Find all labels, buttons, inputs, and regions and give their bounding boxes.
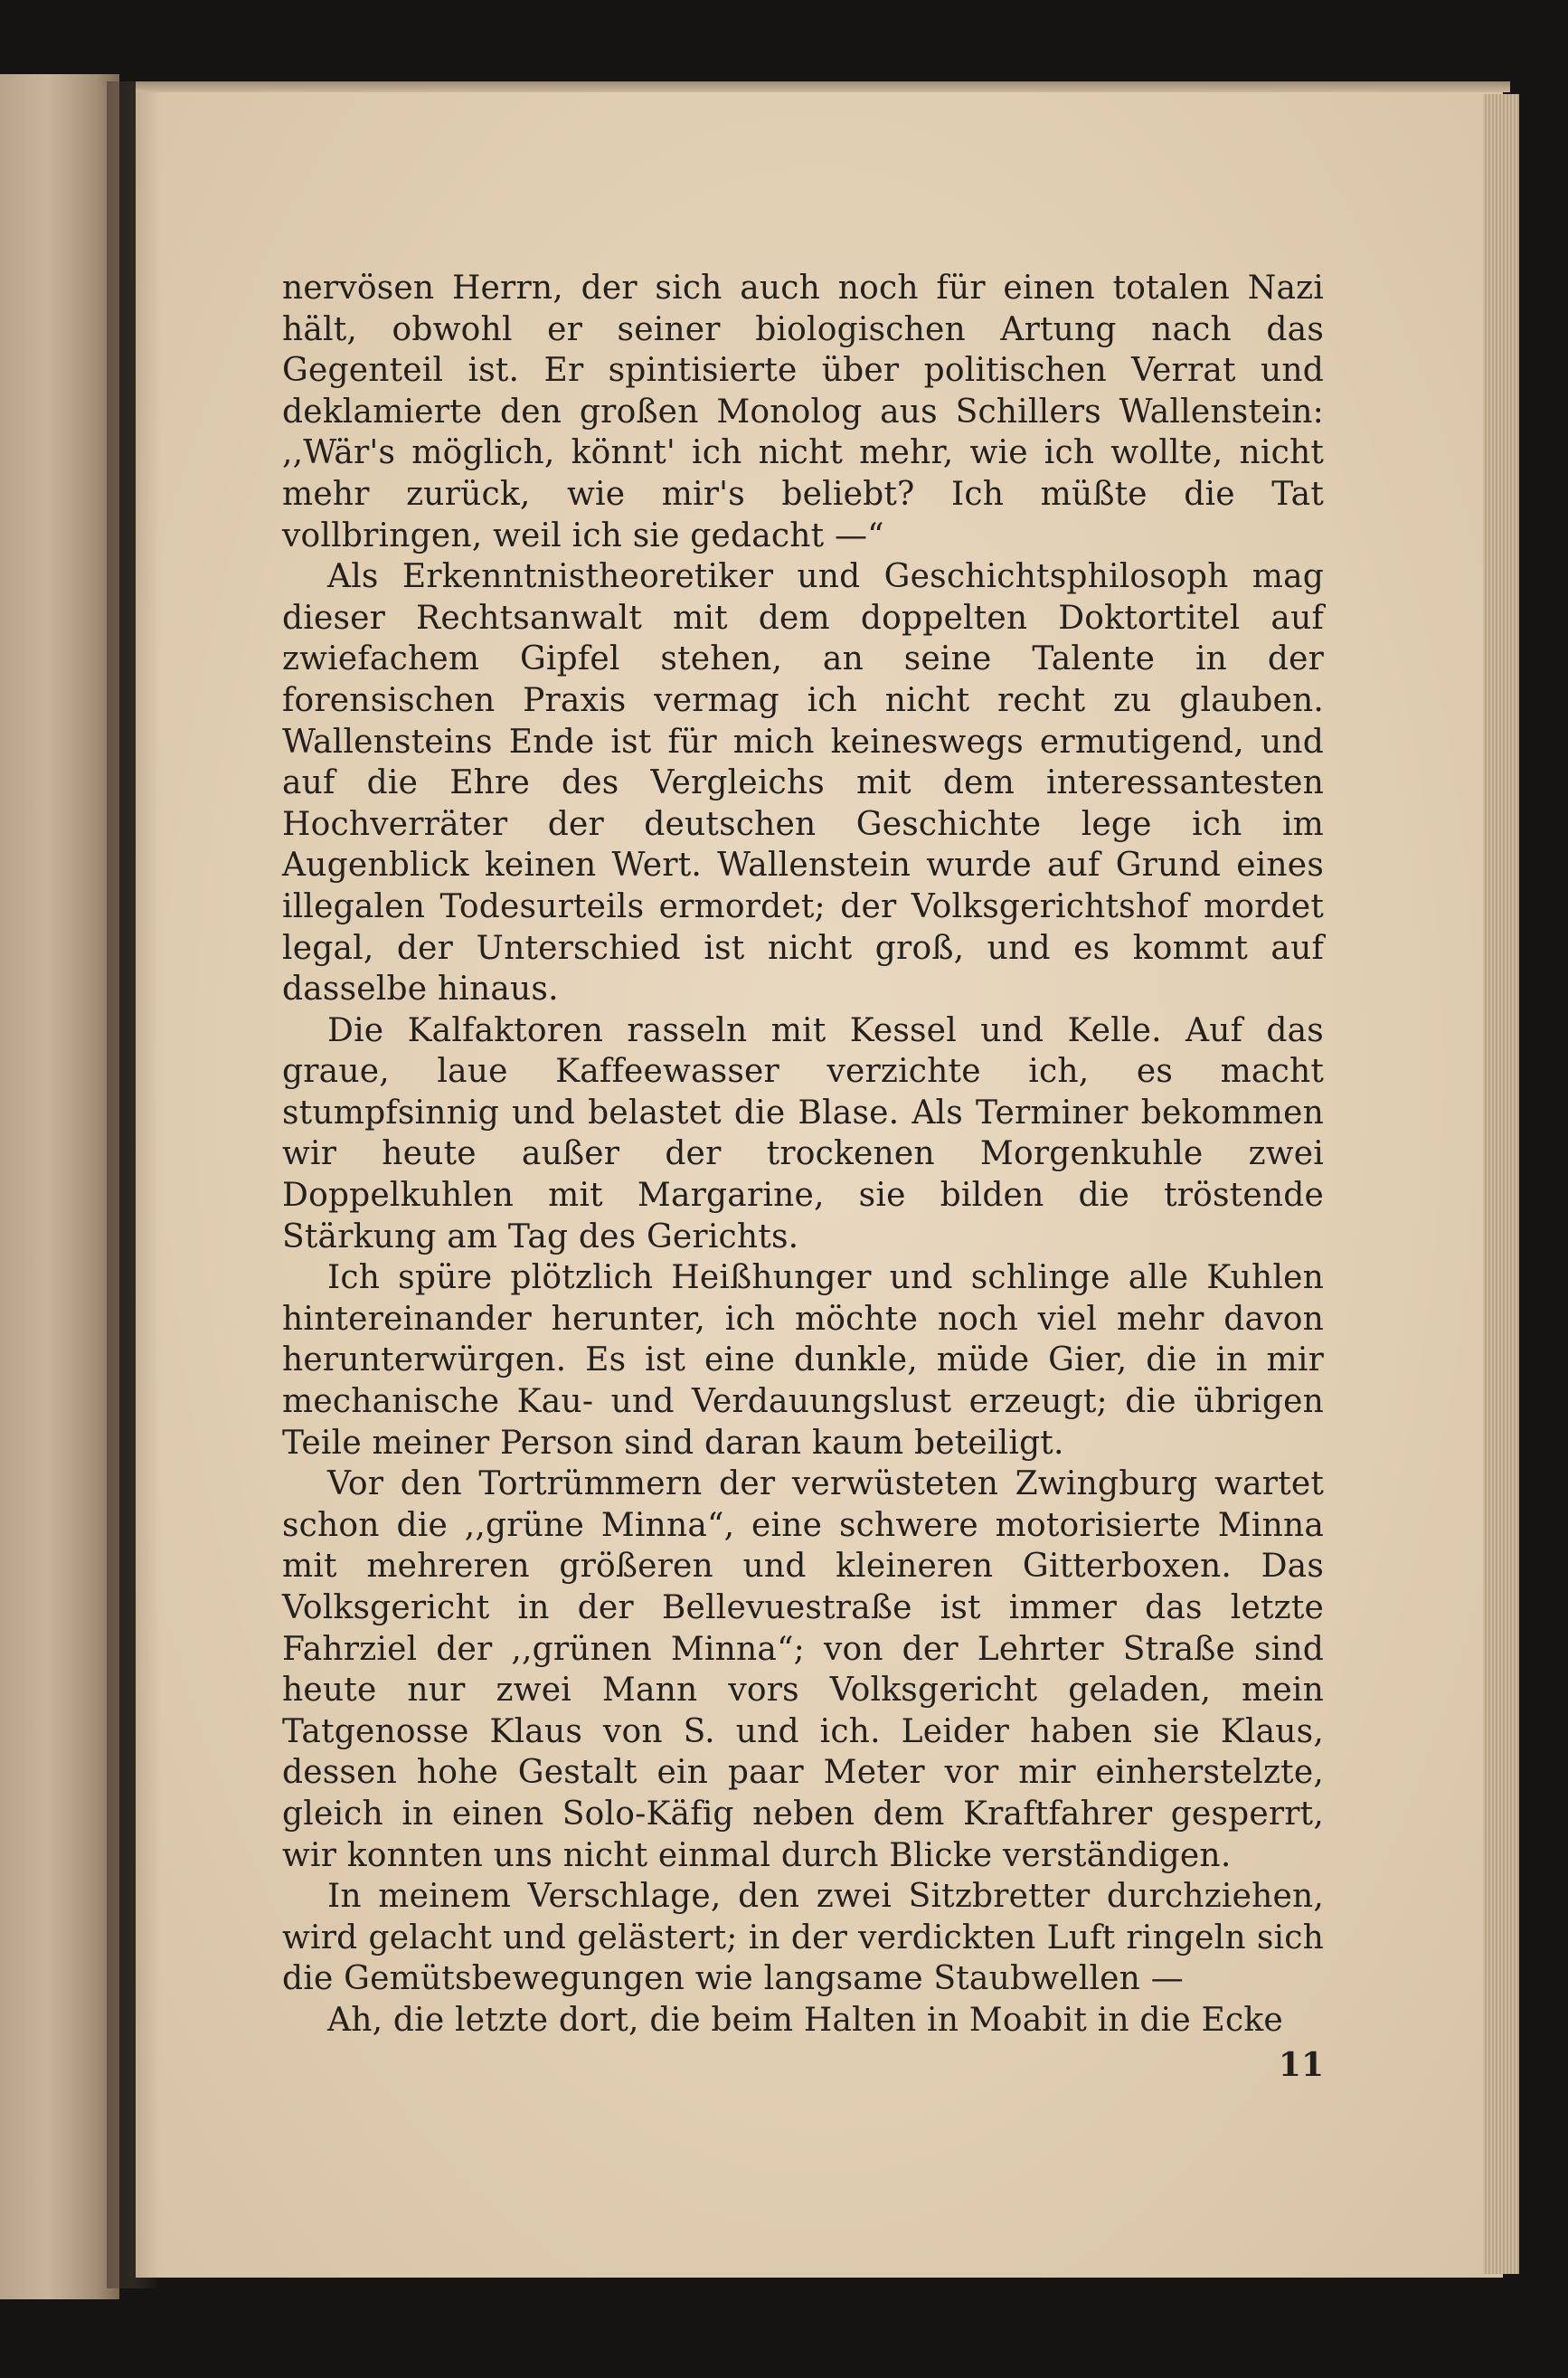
paragraph: Ich spüre plötzlich Heißhunger und schlinge alle Kuhlen hintereinander herunter, ich möchte noch viel mehr davon herunterwürgen. Es ist eine dunkle, müde Gier, die in mir mechanische Kau- und Verdauungslust erzeugt; die übrigen Teile meiner Person sind daran kaum beteiligt. (282, 1259, 1324, 1462)
page-stack-edge (1483, 94, 1519, 2274)
paragraph: Die Kalfaktoren rasseln mit Kessel und Kelle. Auf das graue, laue Kaffeewasser verzichte ich, es macht stumpfsinnig und belastet die Blase. Als Terminer bekommen wir heute außer der trockenen Morgenkuhle zwei Doppelkuhlen mit Margarine, sie bilden die tröstende Stärkung am Tag des Gerichts. (282, 1011, 1324, 1255)
body-text (282, 268, 1324, 2042)
paragraph: In meinem Verschlage, den zwei Sitzbretter durchziehen, wird gelacht und gelästert; in der verdickten Luft ringeln sich die Gemütsbewegungen wie langsame Staubwellen — (282, 1878, 1324, 1998)
page-number: 11 (1278, 2046, 1324, 2084)
paragraph: Ah, die letzte dort, die beim Halten in Moabit in die Ecke (327, 2001, 1283, 2039)
page-gutter-shadow (107, 81, 161, 2288)
paragraph: Als Erkenntnistheoretiker und Geschichtsphilosoph mag dieser Rechtsanwalt mit dem doppelten Doktortitel auf zwiefachem Gipfel stehen, an seine Talente in der forensischen Praxis vermag ich nicht recht zu glauben. Wallensteins Ende ist für mich keineswegs ermutigend, und auf die Ehre des Vergleichs mit dem interessantesten Hochverräter der deutschen Geschichte lege ich im Augenblick keinen Wert. Wallenstein wurde auf Grund eines illegalen Todesurteils ermordet; der Volksgerichtshof mordet legal, der Unterschied ist nicht groß, und es kommt auf dasselbe hinaus. (282, 558, 1324, 1009)
paragraph: nervösen Herrn, der sich auch noch für einen totalen Nazi hält, obwohl er seiner biologischen Artung nach das Gegenteil ist. Er spintisierte über politischen Verrat und deklamierte den großen Monolog aus Schillers Wallenstein: ,,Wär's möglich, könnt' ich nicht mehr, wie ich wollte, nicht mehr zurück, wie mir's beliebt? Ich müßte die Tat vollbringen, weil ich sie gedacht —“ (282, 270, 1324, 554)
page-top-edge (136, 81, 1510, 92)
left-page-edge (0, 74, 119, 2299)
paragraph: Vor den Tortrümmern der verwüsteten Zwingburg wartet schon die ,,grüne Minna“, eine schwere motorisierte Minna mit mehreren größeren und kleineren Gitterboxen. Das Volksgericht in der Bellevuestraße ist immer das letzte Fahrziel der ,,grünen Minna“; von der Lehrter Straße sind heute nur zwei Mann vors Volksgericht geladen, mein Tatgenosse Klaus von S. und ich. Leider haben sie Klaus, dessen hohe Gestalt ein paar Meter vor mir einherstelzte, gleich in einen Solo-Käfig neben dem Kraftfahrer gesperrt, wir konnten uns nicht einmal durch Blicke verständigen. (282, 1465, 1324, 1874)
